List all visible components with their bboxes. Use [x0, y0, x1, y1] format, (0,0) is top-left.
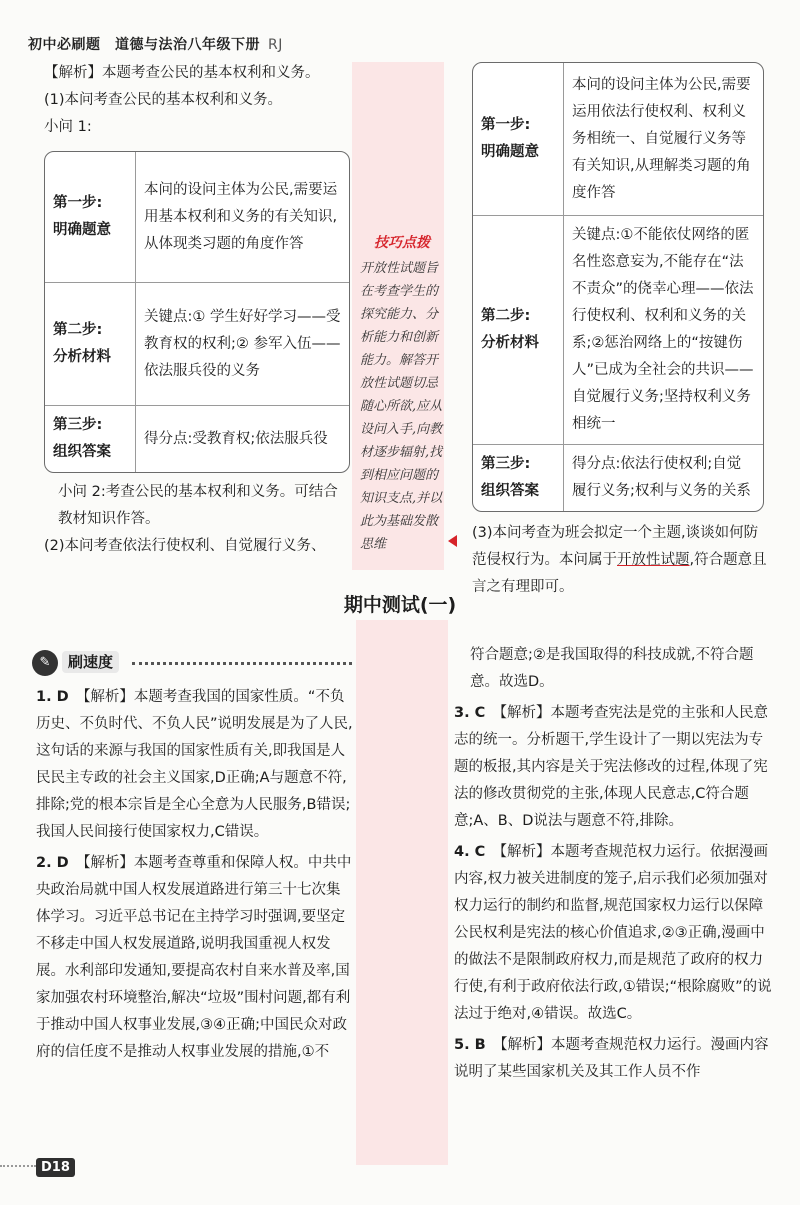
tip-box — [360, 232, 444, 556]
step-label — [45, 152, 136, 283]
page-header — [28, 34, 283, 54]
question-text: 【解析】本题考查宪法是党的主张和人民意志的统一。分析题干,学生设计了一期以宪法为专题的板报,其内容是关于宪法修改的过程,体现了宪法的修改贯彻党的主张,体现人民意志,C符合题意;A、B、D说法与题意不符,排除。 — [454, 705, 769, 829]
part3-text-a: (3)本问考查为班会拟定一个主题,谈谈如何防范侵权行为。本问属于 — [472, 525, 759, 568]
step-label-2: 明确题意 — [53, 222, 111, 238]
steps-table-right — [472, 62, 764, 512]
step-label-1: 第一步: — [481, 117, 531, 133]
top-left-column — [44, 60, 350, 560]
question-number: 3. C — [454, 705, 486, 721]
center-strip — [356, 620, 448, 1165]
question-4 — [454, 839, 774, 1028]
step-label-2: 明确题意 — [481, 144, 539, 160]
tip-title: 技巧点拨 — [374, 235, 430, 251]
question-text: 【解析】本题考查尊重和保障人权。中共中央政治局就中国人权发展道路进行第三十七次集体学习。习近平总书记在主持学习时强调,要坚定不移走中国人权发展道路,说明我国重视人权发展。水利部印发通知,要提高农村自来水普及率,国家加强农村环境整治,解决“垃圾”围村问题,都有利于推动中国人权事业发展,③④正确;中国民众对政府的信任度不是推动人权事业发展的措施,①不 — [36, 855, 352, 1060]
step-text: 得分点:受教育权;依法服兵役 — [136, 406, 350, 473]
part3-highlight: 开放性试题 — [617, 552, 690, 568]
part2-text: (2)本问考查依法行使权利、自觉履行义务、 — [44, 538, 326, 554]
step-label-2: 分析材料 — [53, 349, 111, 365]
question-3 — [454, 700, 774, 835]
page-number: D18 — [36, 1158, 75, 1177]
analysis-intro: 【解析】本题考查公民的基本权利和义务。 — [44, 65, 320, 81]
step-row — [45, 152, 349, 283]
step-label-2: 分析材料 — [481, 335, 539, 351]
part1-text: (1)本问考查公民的基本权利和义务。 — [44, 92, 283, 108]
step-text: 本问的设问主体为公民,需要运用基本权利和义务的有关知识,从体现类习题的角度作答 — [136, 152, 350, 283]
step-text: 关键点:① 学生好好学习——受教育权的权利;② 参军入伍——依法服兵役的义务 — [136, 283, 350, 406]
step-label-2: 组织答案 — [53, 444, 111, 460]
question-text: 【解析】本题考查规范权力运行。依据漫画内容,权力被关进制度的笼子,启示我们必须加强对权力运行的制约和监督,规范国家权力运行以保障公民权利是宪法的核心价值追求,②③正确,漫画中的做法不是限制政府权力,而是规范了政府的权力行使,有利于政府依法行政,①错误;“根除腐败”的说法过于绝对,④错误。故选C。 — [454, 844, 772, 1022]
step-label — [45, 406, 136, 473]
part3-text-b: ,符合题意且言之有理即可。 — [472, 552, 767, 595]
speed-header — [32, 650, 352, 676]
step-row — [45, 283, 349, 406]
header-title: 初中必刷题 道德与法治八年级下册 — [28, 37, 260, 53]
step-label-2: 组织答案 — [481, 483, 539, 499]
question-1 — [36, 684, 354, 846]
step-label-1: 第二步: — [481, 308, 531, 324]
step-label-1: 第三步: — [481, 456, 531, 472]
bottom-right-column — [454, 642, 774, 1086]
question-number: 2. D — [36, 855, 69, 871]
sub2-text: 小问 2:考查公民的基本权利和义务。可结合教材知识作答。 — [58, 484, 338, 527]
question-number: 4. C — [454, 844, 486, 860]
footer-divider — [0, 1165, 36, 1167]
speed-label: 刷速度 — [62, 651, 119, 673]
tip-text: 开放性试题旨在考查学生的探究能力、分析能力和创新能力。解答开放性试题切忌随心所欲,应从设问入手,向教材逐步辐射,找到相应问题的知识支点,并以此为基础发散思维 — [360, 261, 443, 552]
question-2 — [36, 850, 354, 1066]
step-label-1: 第一步: — [53, 195, 103, 211]
step-row — [473, 445, 763, 512]
section-title: 期中测试(一) — [343, 594, 457, 616]
step-label-1: 第三步: — [53, 417, 103, 433]
question-5 — [454, 1032, 774, 1086]
question-2-continued: 符合题意;②是我国取得的科技成就,不符合题意。故选D。 — [470, 647, 754, 690]
step-row — [473, 63, 763, 216]
question-text: 【解析】本题考查规范权力运行。漫画内容说明了某些国家机关及其工作人员不作 — [454, 1037, 769, 1080]
question-text: 【解析】本题考查我国的国家性质。“不负历史、不负时代、不负人民”说明发展是为了人民,这句话的来源与我国的国家性质有关,即我国是人民民主专政的社会主义国家,D正确;A与题意不符,排除;党的根本宗旨是全心全意为人民服务,B错误;我国人民间接行使国家权力,C错误。 — [36, 689, 353, 840]
part3-text — [472, 520, 772, 601]
step-label — [473, 216, 564, 445]
bottom-left-column — [36, 684, 354, 1066]
step-label — [473, 63, 564, 216]
step-label-1: 第二步: — [53, 322, 103, 338]
step-label — [473, 445, 564, 512]
speed-divider — [132, 662, 352, 665]
steps-table-left — [44, 151, 350, 473]
step-row — [473, 216, 763, 445]
sub1-label: 小问 1: — [44, 119, 92, 135]
tip-arrow-icon — [448, 535, 457, 547]
question-number: 1. D — [36, 689, 69, 705]
step-text: 关键点:①不能依仗网络的匿名性恣意妄为,不能存在“法不责众”的侥幸心理——依法行使权利、权利和义务的关系;②惩治网络上的“按键伤人”已成为全社会的共识——自觉履行义务;坚持权利义务相统一 — [564, 216, 764, 445]
question-number: 5. B — [454, 1037, 486, 1053]
step-text: 本问的设问主体为公民,需要运用依法行使权利、权利义务相统一、自觉履行义务等有关知识,从理解类习题的角度作答 — [564, 63, 764, 216]
header-edition: RJ — [268, 37, 283, 53]
step-label — [45, 283, 136, 406]
step-text: 得分点:依法行使权利;自觉履行义务;权利与义务的关系 — [564, 445, 764, 512]
step-row — [45, 406, 349, 473]
top-right-column — [472, 62, 767, 601]
speed-icon: ✎ — [32, 650, 58, 676]
